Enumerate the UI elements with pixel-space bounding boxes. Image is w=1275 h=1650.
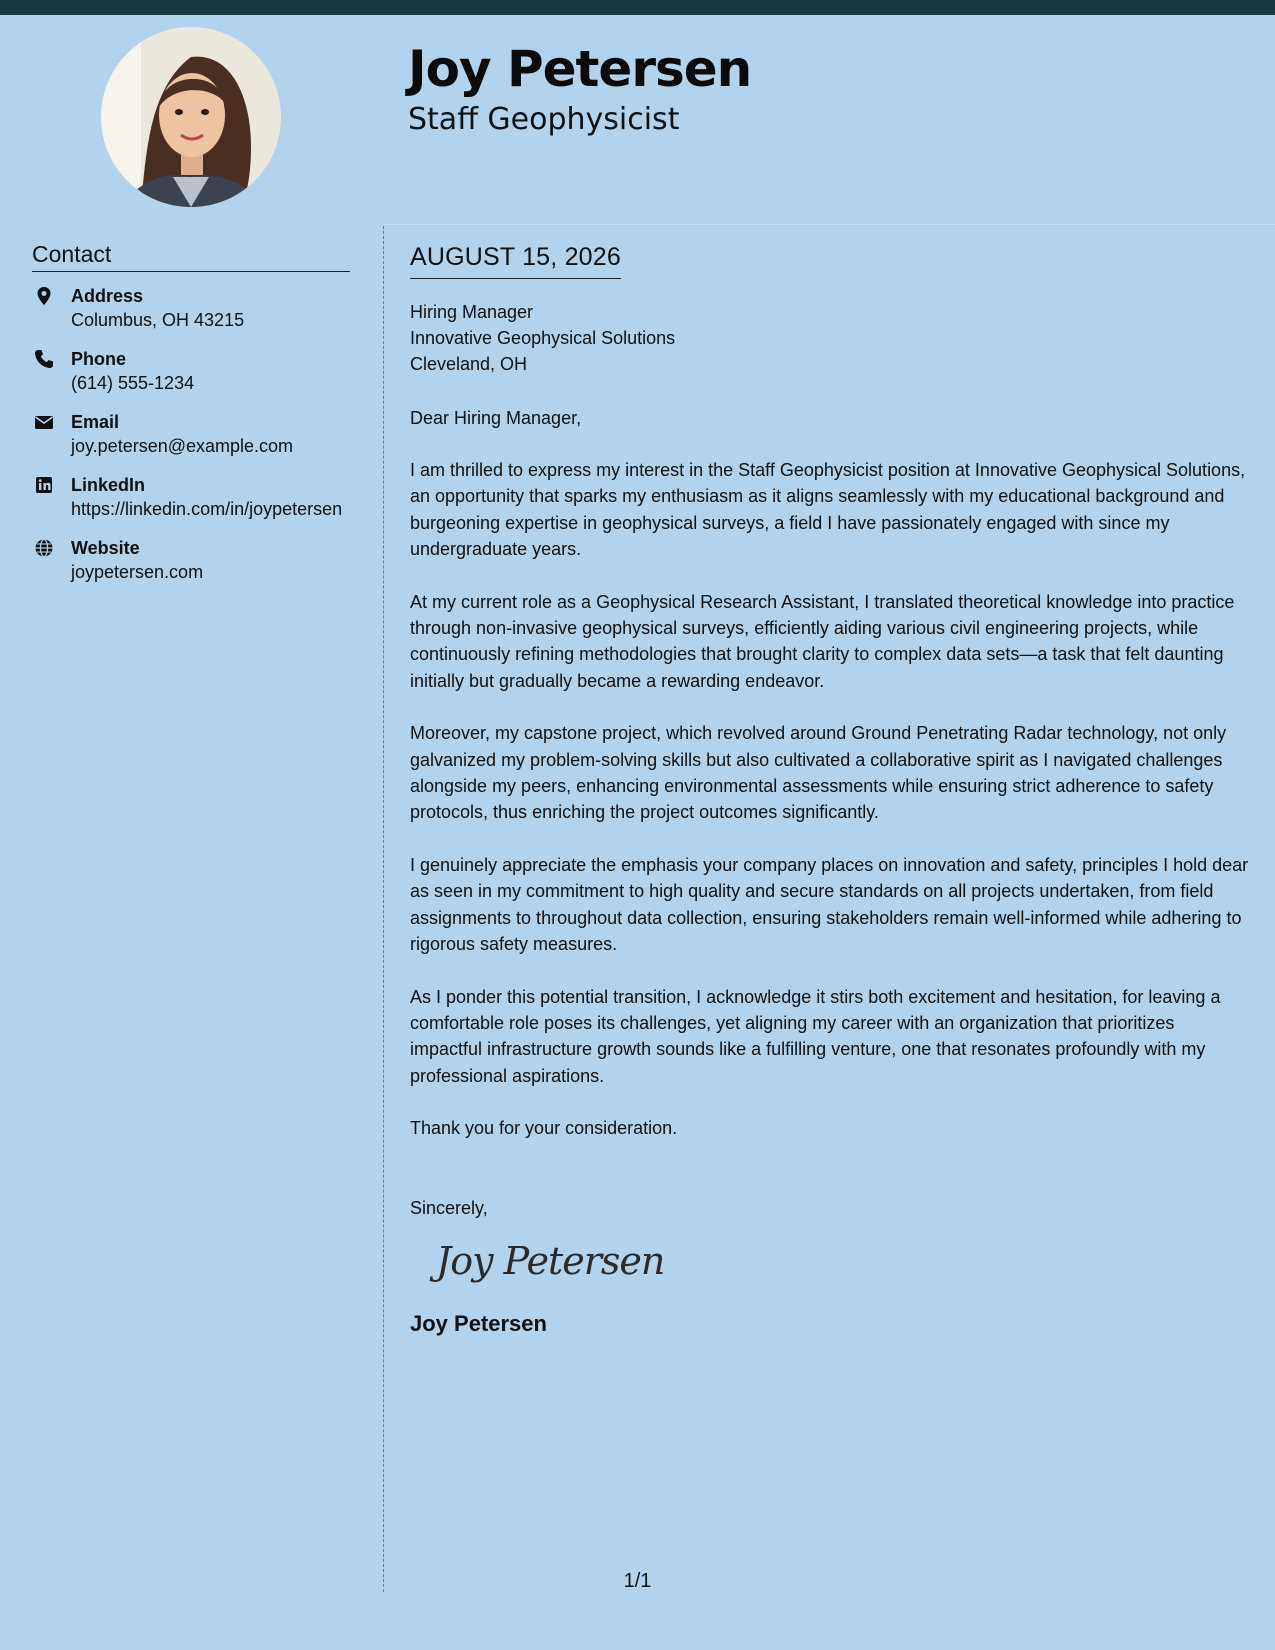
- contact-value-phone: (614) 555-1234: [71, 373, 195, 393]
- letter-paragraph: As I ponder this potential transition, I acknowledge it stirs both excitement and hesitation, for leaving a comfortable role poses its challenges, yet aligning my career with an organization that prioritizes impactful infrastructure growth sounds like a fulfilling venture, one that resonates profoundly with my professional aspirations.: [410, 986, 1221, 1086]
- header-divider: [383, 224, 1275, 225]
- letter-body: [410, 243, 1250, 1337]
- contact-value-email[interactable]: joy.petersen@example.com: [71, 436, 294, 456]
- contact-label: Address: [71, 286, 144, 306]
- top-accent-bar: [0, 0, 1275, 15]
- contact-item-linkedin: [32, 473, 362, 521]
- contact-value-website[interactable]: joypetersen.com: [71, 562, 204, 582]
- contact-item-phone: [32, 347, 362, 395]
- envelope-icon: [34, 412, 54, 432]
- recipient-name: Hiring Manager: [410, 302, 534, 322]
- contact-label: LinkedIn: [71, 475, 146, 495]
- column-divider: [383, 226, 384, 1592]
- contact-item-website: [32, 536, 362, 584]
- contact-item-email: [32, 410, 362, 458]
- letter-paragraph: At my current role as a Geophysical Research Assistant, I translated theoretical knowledge into practice through non-invasive geophysical surveys, efficiently aiding various civil engineering projects, while continuously refining methodologies that brought clarity to complex data sets—a task that felt daunting initially but gradually became a rewarding endeavor.: [410, 591, 1235, 691]
- applicant-name: Joy Petersen: [408, 40, 752, 98]
- recipient-company: Innovative Geophysical Solutions: [410, 328, 676, 348]
- contact-item-address: [32, 284, 362, 332]
- contact-value-linkedin[interactable]: https://linkedin.com/in/joypetersen: [71, 499, 343, 519]
- location-pin-icon: [34, 286, 54, 306]
- contact-label: Website: [71, 538, 140, 558]
- contact-value-address: Columbus, OH 43215: [71, 310, 245, 330]
- contact-heading: Contact: [32, 241, 350, 272]
- salutation: Dear Hiring Manager,: [410, 408, 582, 428]
- thanks-line: Thank you for your consideration.: [410, 1118, 678, 1139]
- page-number: 1/1: [623, 1570, 652, 1592]
- letter-paragraph: I am thrilled to express my interest in the Staff Geophysicist position at Innovative Geophysical Solutions, an opportunity that sparks my enthusiasm as it aligns seamlessly with my educational background and burgeoning expertise in geophysical surveys, a field I have passionately engaged with since my undergraduate years.: [410, 460, 1246, 560]
- job-title: Staff Geophysicist: [408, 102, 680, 137]
- recipient-block: [410, 299, 1250, 377]
- globe-icon: [34, 538, 54, 558]
- phone-icon: [34, 349, 54, 369]
- signer-name: Joy Petersen: [410, 1311, 547, 1337]
- handwritten-signature: Joy Petersen: [436, 1239, 665, 1284]
- linkedin-icon: [34, 475, 54, 495]
- letter-paragraph: Moreover, my capstone project, which revolved around Ground Penetrating Radar technology, not only galvanized my problem-solving skills but also cultivated a collaborative spirit as I navigated challenges alongside my peers, enhancing environmental assessments while ensuring strict adherence to safety protocols, thus enriching the project outcomes significantly.: [410, 723, 1227, 823]
- letter-date: AUGUST 15, 2026: [410, 243, 621, 279]
- closing: Sincerely,: [410, 1198, 488, 1219]
- recipient-location: Cleveland, OH: [410, 354, 528, 374]
- letter-paragraph: I genuinely appreciate the emphasis your company places on innovation and safety, principles I hold dear as seen in my commitment to high quality and secure standards on all projects undertaken, from field assignments to throughout data collection, ensuring stakeholders remain well-informed while adhering to rigorous safety measures.: [410, 854, 1249, 955]
- contact-label: Phone: [71, 349, 127, 369]
- contact-label: Email: [71, 412, 120, 432]
- contact-list: [32, 284, 362, 599]
- profile-photo: [101, 27, 281, 207]
